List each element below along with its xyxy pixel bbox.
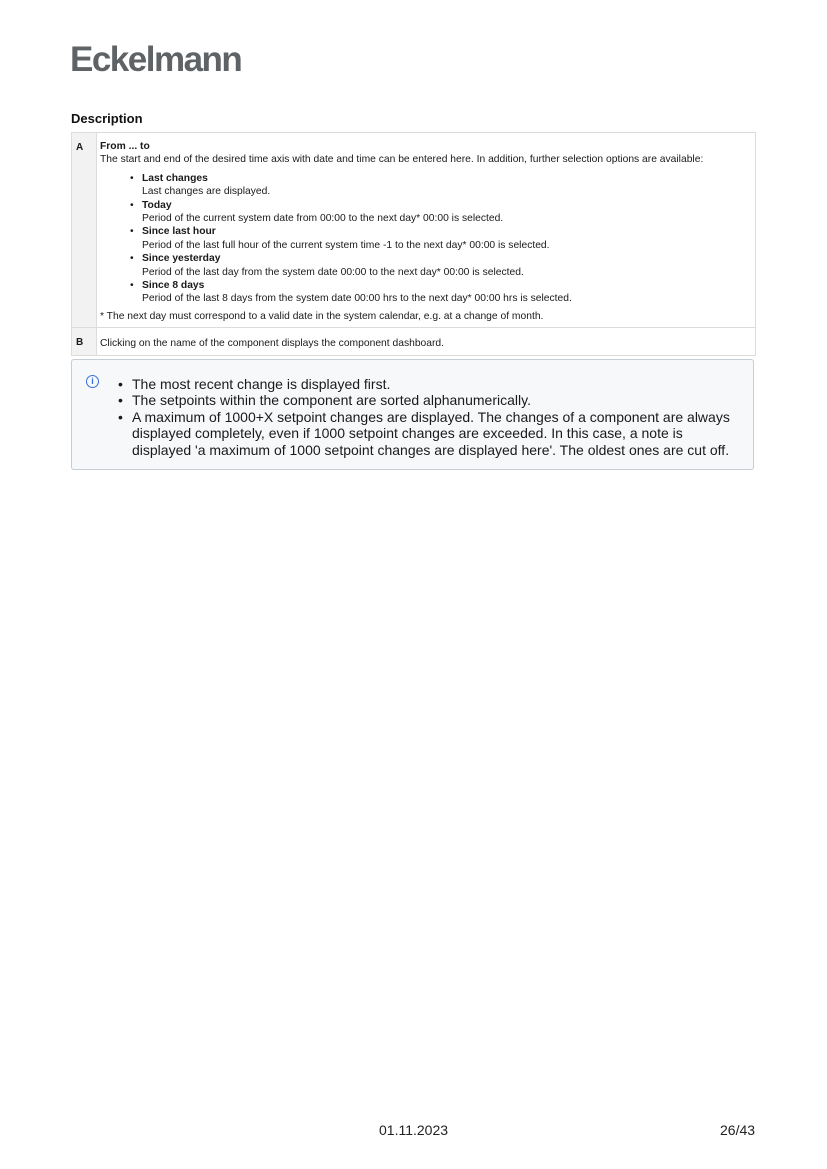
option-label: • Since yesterday <box>142 253 221 265</box>
page-number: 26/43 <box>720 1122 756 1138</box>
row-text: The start and end of the desired time axis with date and time can be entered here. In addition, further selection options are available: <box>100 154 704 166</box>
list-item <box>142 252 752 279</box>
list-item: • A maximum of 1000+X setpoint changes are displayed. The changes of a component are always displayed completely, even if 1000 setpoint changes are exceeded. In this case, a note is displayed 'a maximum of 1000 setpoint changes are displayed here'. The oldest ones are cut off. <box>132 409 739 458</box>
row-title: From ... to <box>100 141 150 152</box>
table-row <box>72 328 756 355</box>
info-panel <box>71 359 754 470</box>
row-content <box>97 133 756 328</box>
info-icon: i <box>86 375 99 388</box>
option-label: • Last changes <box>142 172 208 184</box>
option-desc: Last changes are displayed. <box>142 186 271 198</box>
footnote: * The next day must correspond to a valid date in the system calendar, e.g. at a change of month. <box>100 310 544 322</box>
row-text: Clicking on the name of the component displays the component dashboard. <box>97 328 756 355</box>
option-desc: Period of the last day from the system date 00:00 to the next day* 00:00 is selected. <box>142 266 524 278</box>
section-heading: Description <box>71 111 143 126</box>
option-label: • Since last hour <box>142 226 216 238</box>
description-table <box>71 132 756 356</box>
list-item <box>142 225 752 252</box>
footer-date: 01.11.2023 <box>379 1122 449 1138</box>
list-item: • The most recent change is displayed first. <box>132 376 739 392</box>
row-key: A <box>72 133 97 328</box>
option-desc: Period of the last full hour of the current system time -1 to the next day* 00:00 is selected. <box>142 239 550 251</box>
list-item: • The setpoints within the component are sorted alphanumerically. <box>132 392 739 408</box>
company-logo: Eckelmann <box>70 40 242 79</box>
option-label: • Since 8 days <box>142 280 205 292</box>
option-label: • Today <box>142 199 172 211</box>
option-list <box>100 172 752 306</box>
option-desc: Period of the last 8 days from the system date 00:00 hrs to the next day* 00:00 hrs is selected. <box>142 293 572 305</box>
list-item <box>142 279 752 306</box>
info-note-list <box>116 376 739 458</box>
table-row <box>72 133 756 328</box>
option-desc: Period of the current system date from 00:00 to the next day* 00:00 is selected. <box>142 213 504 225</box>
list-item <box>142 199 752 226</box>
list-item <box>142 172 752 199</box>
row-key: B <box>72 328 97 355</box>
